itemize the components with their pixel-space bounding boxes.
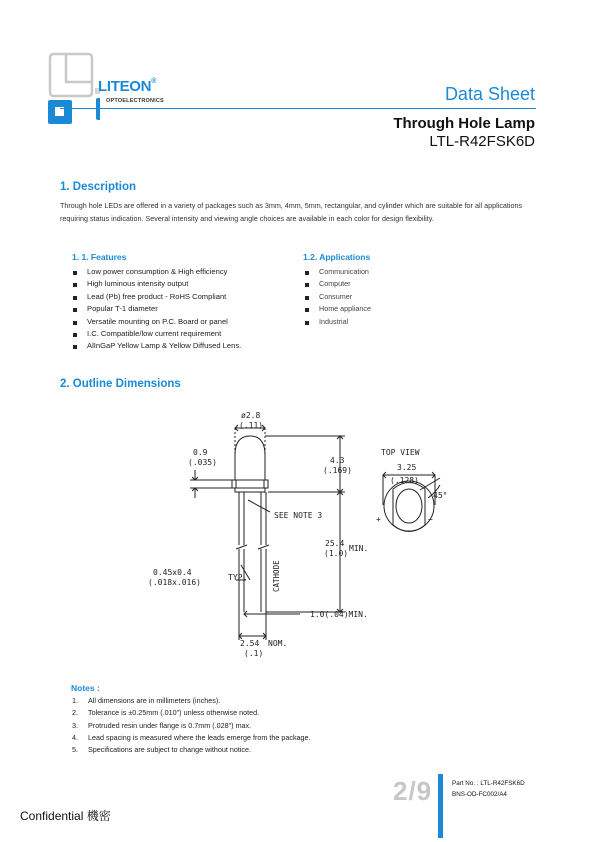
label-see-note: SEE NOTE 3 (274, 511, 323, 520)
label-angle: 45° (433, 491, 448, 500)
label-height-in: (.169) (323, 466, 352, 475)
label-dia-in: (.11) (239, 421, 264, 430)
label-height: 4.3 (330, 456, 345, 465)
list-item: Computer (304, 278, 371, 290)
label-nom: NOM. (268, 639, 288, 648)
list-item: AlInGaP Yellow Lamp & Yellow Diffused Lens. (72, 340, 241, 352)
list-item: Versatile mounting on P.C. Board or panel (72, 316, 241, 328)
label-top-view: TOP VIEW (381, 448, 420, 457)
label-spacing: 2.54 (240, 639, 260, 648)
label-flange-in: (.035) (188, 458, 217, 467)
product-title: Through Hole Lamp (393, 115, 535, 132)
part-number: LTL-R42FSK6D (429, 133, 535, 150)
label-minus: − (428, 515, 433, 524)
list-item: I.C. Compatible/low current requirement (72, 328, 241, 340)
list-item: Consumer (304, 291, 371, 303)
label-lead-size-in: (.018x.016) (148, 578, 201, 587)
outline-drawing (0, 400, 595, 670)
list-item: High luminous intensity output (72, 278, 241, 290)
label-top-w-in: (.128) (390, 476, 419, 485)
label-lead-size: 0.45x0.4 (153, 568, 192, 577)
footer-doc-no: BNS-OD-FC002/A4 (452, 791, 507, 798)
list-item: 5. Specifications are subject to change without notice. (72, 745, 252, 755)
description-text: Through hole LEDs are offered in a variety of packages such as 3mm, 4mm, 5mm, rectangular, and cylinder which are suitable for all applications requiring status indication. Several intensity and viewing angle choices are available in each color for design flexibility. (60, 201, 523, 223)
list-item: Industrial (304, 316, 371, 328)
description-heading: 1. Description (60, 181, 137, 193)
features-list (72, 266, 241, 353)
list-item: Home appliance (304, 303, 371, 315)
page-number: 2/9 (393, 776, 433, 806)
brand-name: LITEON® (98, 78, 157, 95)
label-cathode: CATHODE (272, 560, 281, 592)
list-item: Lead (Pb) free product - RoHS Compliant (72, 291, 241, 303)
footer-part-no: Part No. : LTL-R42FSK6D (452, 780, 525, 787)
footer-accent-bar (438, 774, 443, 838)
logo-blue-square (48, 100, 72, 124)
label-spacing-in: (.1) (244, 649, 264, 658)
notes-list (72, 695, 311, 756)
label-min-dist: 1.0(.04)MIN. (310, 610, 368, 619)
label-dia: ø2.8 (241, 411, 261, 420)
label-top-w: 3.25 (397, 463, 417, 472)
label-lead-len: 25.4 (325, 539, 345, 548)
confidential-label: Confidential 機密 (20, 809, 111, 823)
list-item: 2. Tolerance is ±0.25mm (.010") unless otherwise noted. (72, 708, 260, 718)
label-lead-len-in: (1.0) (324, 549, 349, 558)
list-item: 4. Lead spacing is measured where the leads emerge from the package. (72, 732, 311, 742)
notes-heading: Notes : (71, 683, 100, 693)
outline-heading: 2. Outline Dimensions (60, 378, 181, 390)
footer-info (452, 778, 525, 800)
list-item: Popular T-1 diameter (72, 303, 241, 315)
label-min1: MIN. (349, 544, 369, 553)
features-heading: 1. 1. Features (72, 252, 127, 262)
applications-list (304, 266, 371, 328)
label-plus: + (376, 515, 381, 524)
list-item: Low power consumption & High efficiency (72, 266, 241, 278)
label-flange: 0.9 (193, 448, 208, 457)
brand-sub: OPTOELECTRONICS (106, 98, 164, 104)
list-item: 1. All dimensions are in millimeters (inches). (72, 696, 221, 705)
label-typ: TYP. (228, 573, 248, 582)
header-divider (60, 108, 536, 109)
doc-type-title: Data Sheet (444, 84, 535, 104)
list-item: Communication (304, 266, 371, 278)
list-item: 3. Protruded resin under flange is 0.7mm (.028") max. (72, 720, 252, 730)
applications-heading: 1.2. Applications (303, 252, 371, 262)
